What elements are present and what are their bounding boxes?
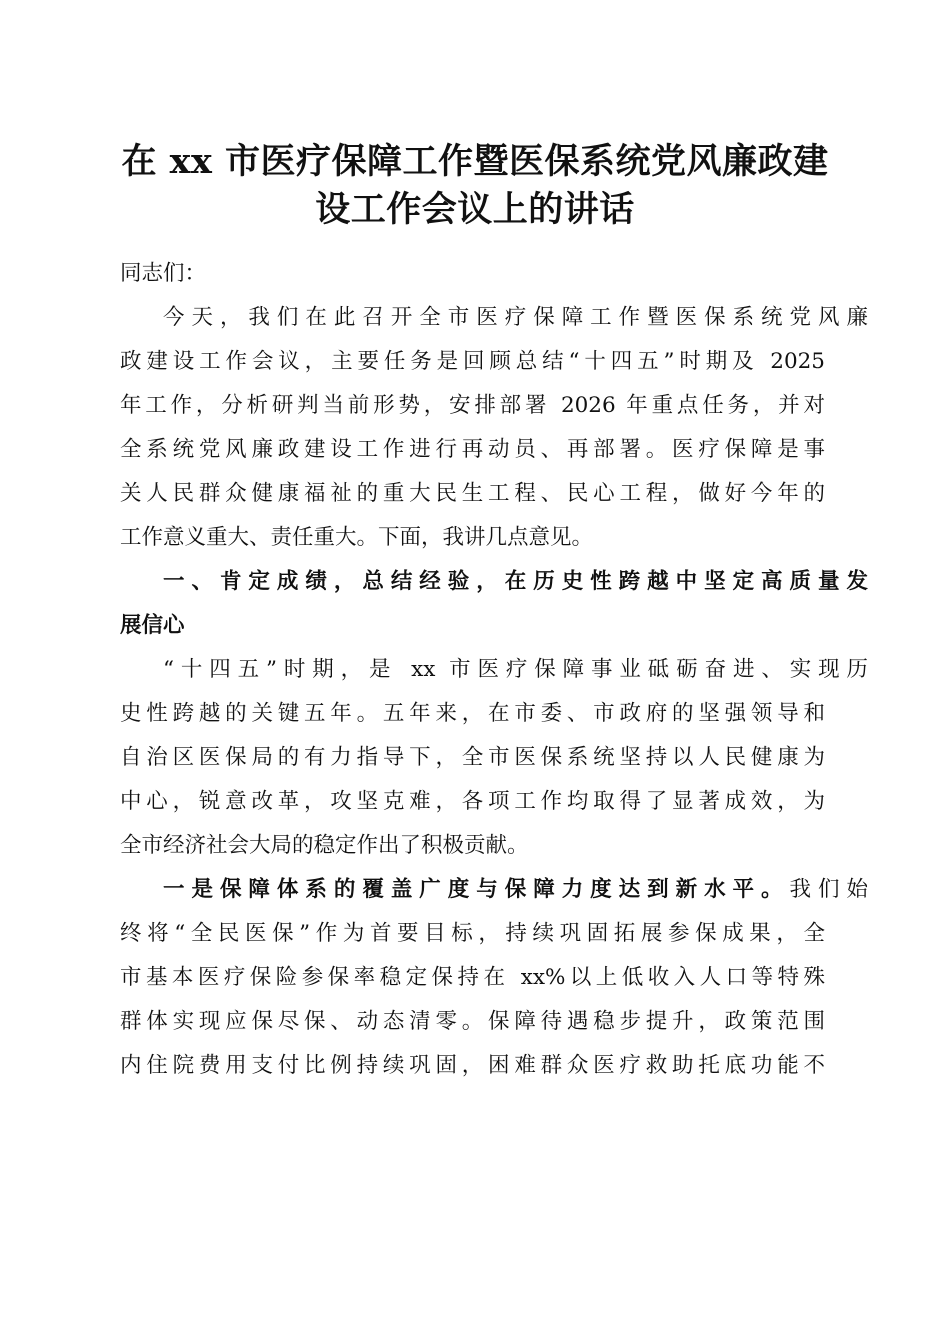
document-title	[100, 138, 850, 234]
text-line: 年工作，分析研判当前形势，安排部署 2026 年重点任务，并对	[120, 393, 825, 418]
heading-line: 一、肯定成绩，总结经验，在历史性跨越中坚定高质量发	[163, 569, 868, 594]
paragraph-coverage	[120, 868, 868, 1088]
text-line: 全市经济社会大局的稳定作出了积极贡献。	[120, 833, 529, 858]
text-line: 工作意义重大、责任重大。下面，我讲几点意见。	[120, 525, 594, 550]
text-line: “十四五”时期，是 xx 市医疗保障事业砥砺奋进、实现历	[163, 657, 868, 682]
text-line: 全系统党风廉政建设工作进行再动员、再部署。医疗保障是事	[120, 437, 825, 462]
lead-bold-phrase: 一是保障体系的覆盖广度与保障力度达到新水平。	[163, 877, 790, 902]
paragraph-intro	[120, 296, 868, 560]
section-heading-1	[120, 560, 868, 648]
text-line	[163, 868, 868, 912]
document-body	[120, 252, 868, 1088]
text-line: 内住院费用支付比例持续巩固，困难群众医疗救助托底功能不	[120, 1053, 825, 1078]
text-line: 中心，锐意改革，攻坚克难，各项工作均取得了显著成效，为	[120, 789, 825, 814]
lead-continuation: 我们始	[789, 877, 868, 902]
text-line: 终将“全民医保”作为首要目标，持续巩固拓展参保成果，全	[120, 921, 825, 946]
text-line: 市基本医疗保险参保率稳定保持在 xx%以上低收入人口等特殊	[120, 965, 825, 990]
salutation-text: 同志们：	[120, 261, 207, 286]
title-line: 设工作会议上的讲话	[315, 189, 635, 230]
text-line: 政建设工作会议，主要任务是回顾总结“十四五”时期及 2025	[120, 349, 825, 374]
heading-line: 展信心	[120, 613, 185, 638]
text-line: 今天，我们在此召开全市医疗保障工作暨医保系统党风廉	[163, 305, 868, 330]
paragraph-review	[120, 648, 868, 868]
text-line: 自治区医保局的有力指导下，全市医保系统坚持以人民健康为	[120, 745, 825, 770]
text-line: 群体实现应保尽保、动态清零。保障待遇稳步提升，政策范围	[120, 1009, 825, 1034]
text-line: 关人民群众健康福祉的重大民生工程、民心工程，做好今年的	[120, 481, 825, 506]
text-line: 史性跨越的关键五年。五年来，在市委、市政府的坚强领导和	[120, 701, 825, 726]
title-line: 在 xx 市医疗保障工作暨医保系统党风廉政建	[121, 141, 829, 182]
salutation	[120, 252, 830, 296]
